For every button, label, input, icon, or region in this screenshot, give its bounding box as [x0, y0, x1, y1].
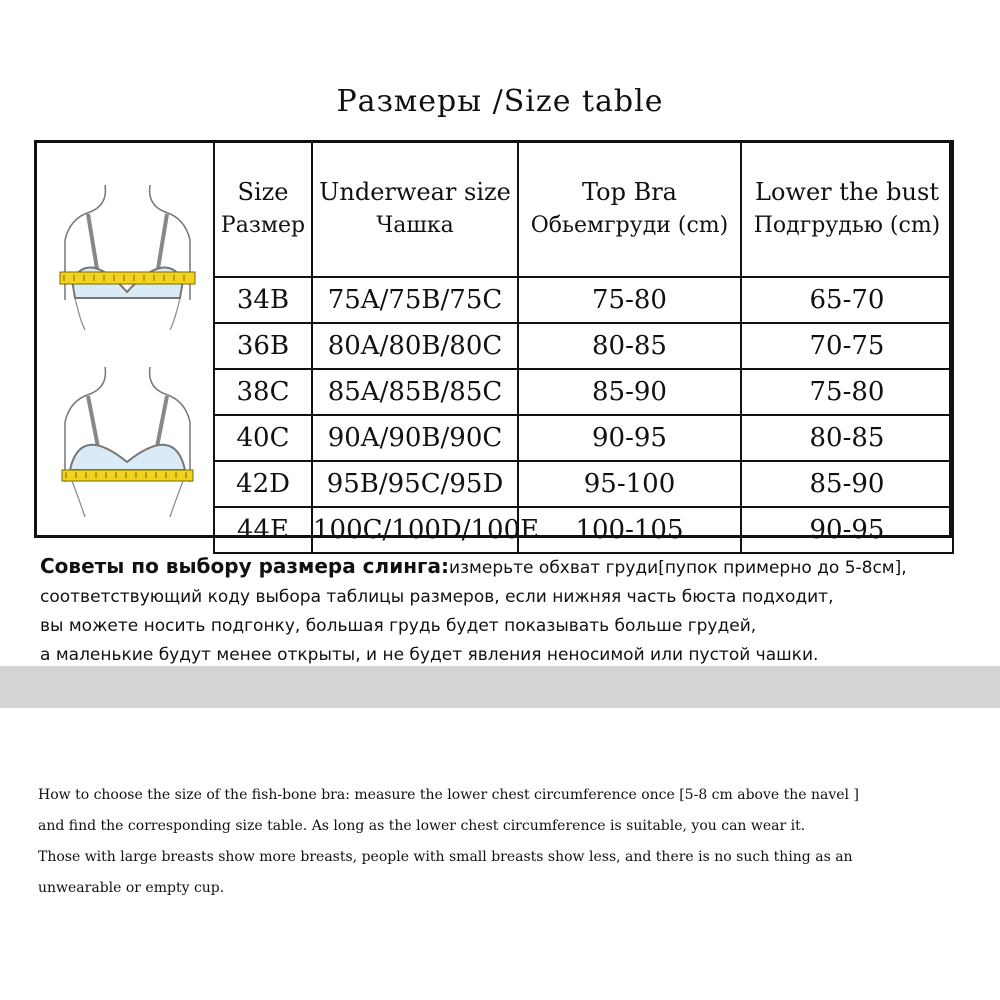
cell-size: 38C — [214, 369, 312, 415]
cell-lower-bust: 75-80 — [741, 369, 953, 415]
cell-lower-bust: 80-85 — [741, 415, 953, 461]
header-size — [214, 141, 312, 277]
tips-english — [38, 780, 978, 904]
illustration-column — [34, 140, 215, 538]
cell-size: 44E — [214, 507, 312, 553]
cell-size: 42D — [214, 461, 312, 507]
cell-size: 34B — [214, 277, 312, 323]
tips-ru-lead: Советы по выбору размера слинга: — [40, 554, 449, 578]
table-header-row — [214, 141, 953, 277]
cell-top-bra: 80-85 — [518, 323, 741, 369]
cell-underwear-size: 100C/100D/100E — [312, 507, 518, 553]
header-top-bra — [518, 141, 741, 277]
header-size-en: Size — [237, 178, 289, 206]
bust-measurement-illustration — [50, 180, 205, 345]
tips-en-line-2: and find the corresponding size table. As long as the lower chest circumference is suitable, you can wear it. — [38, 818, 806, 834]
cell-top-bra: 100-105 — [518, 507, 741, 553]
table-row — [214, 323, 953, 369]
cell-size: 40C — [214, 415, 312, 461]
cell-lower-bust: 85-90 — [741, 461, 953, 507]
header-lower-bust-en: Lower the bust — [755, 178, 939, 206]
page-title: Размеры /Size table — [336, 84, 664, 119]
cell-size: 36B — [214, 323, 312, 369]
cell-underwear-size: 90A/90B/90C — [312, 415, 518, 461]
cell-lower-bust: 70-75 — [741, 323, 953, 369]
underbust-measurement-illustration — [50, 362, 205, 527]
table-row — [214, 415, 953, 461]
tips-ru-line-4: а маленькие будут менее открыты, и не будет явления неносимой или пустой чашки. — [40, 645, 819, 665]
cell-top-bra: 90-95 — [518, 415, 741, 461]
tips-ru-line-2: соответствующий коду выбора таблицы размеров, если нижняя часть бюста подходит, — [40, 587, 834, 607]
size-table — [213, 140, 954, 554]
separator-bar — [0, 666, 1000, 708]
cell-underwear-size: 80A/80B/80C — [312, 323, 518, 369]
cell-lower-bust: 65-70 — [741, 277, 953, 323]
tips-ru-line-3: вы можете носить подгонку, большая грудь будет показывать больше грудей, — [40, 616, 757, 636]
header-top-bra-ru: Обьемгруди (cm) — [530, 213, 729, 238]
table-row — [214, 277, 953, 323]
table-row — [214, 507, 953, 553]
cell-underwear-size: 75A/75B/75C — [312, 277, 518, 323]
cell-top-bra: 95-100 — [518, 461, 741, 507]
header-size-ru: Размер — [220, 213, 306, 238]
header-underwear-size-en: Underwear size — [319, 178, 511, 206]
tips-russian — [40, 552, 970, 670]
cell-underwear-size: 95B/95C/95D — [312, 461, 518, 507]
header-underwear-size-ru: Чашка — [376, 213, 454, 238]
tips-en-line-4: unwearable or empty cup. — [38, 880, 225, 896]
cell-lower-bust: 90-95 — [741, 507, 953, 553]
tips-en-line-3: Those with large breasts show more breasts, people with small breasts show less, and there is no such thing as an — [38, 849, 853, 865]
header-lower-bust-ru: Подгрудью (cm) — [753, 213, 941, 238]
table-row — [214, 369, 953, 415]
cell-top-bra: 75-80 — [518, 277, 741, 323]
cell-underwear-size: 85A/85B/85C — [312, 369, 518, 415]
tips-ru-line-1-rest: измерьте обхват груди[пупок примерно до 5-8см], — [448, 558, 907, 578]
header-top-bra-en: Top Bra — [581, 178, 677, 206]
header-underwear-size — [312, 141, 518, 277]
header-lower-bust — [741, 141, 953, 277]
tips-en-line-1: How to choose the size of the fish-bone bra: measure the lower chest circumference once [5-8 cm above the navel ] — [38, 787, 859, 803]
table-row — [214, 461, 953, 507]
cell-top-bra: 85-90 — [518, 369, 741, 415]
tips-ru-line-1 — [40, 552, 970, 583]
